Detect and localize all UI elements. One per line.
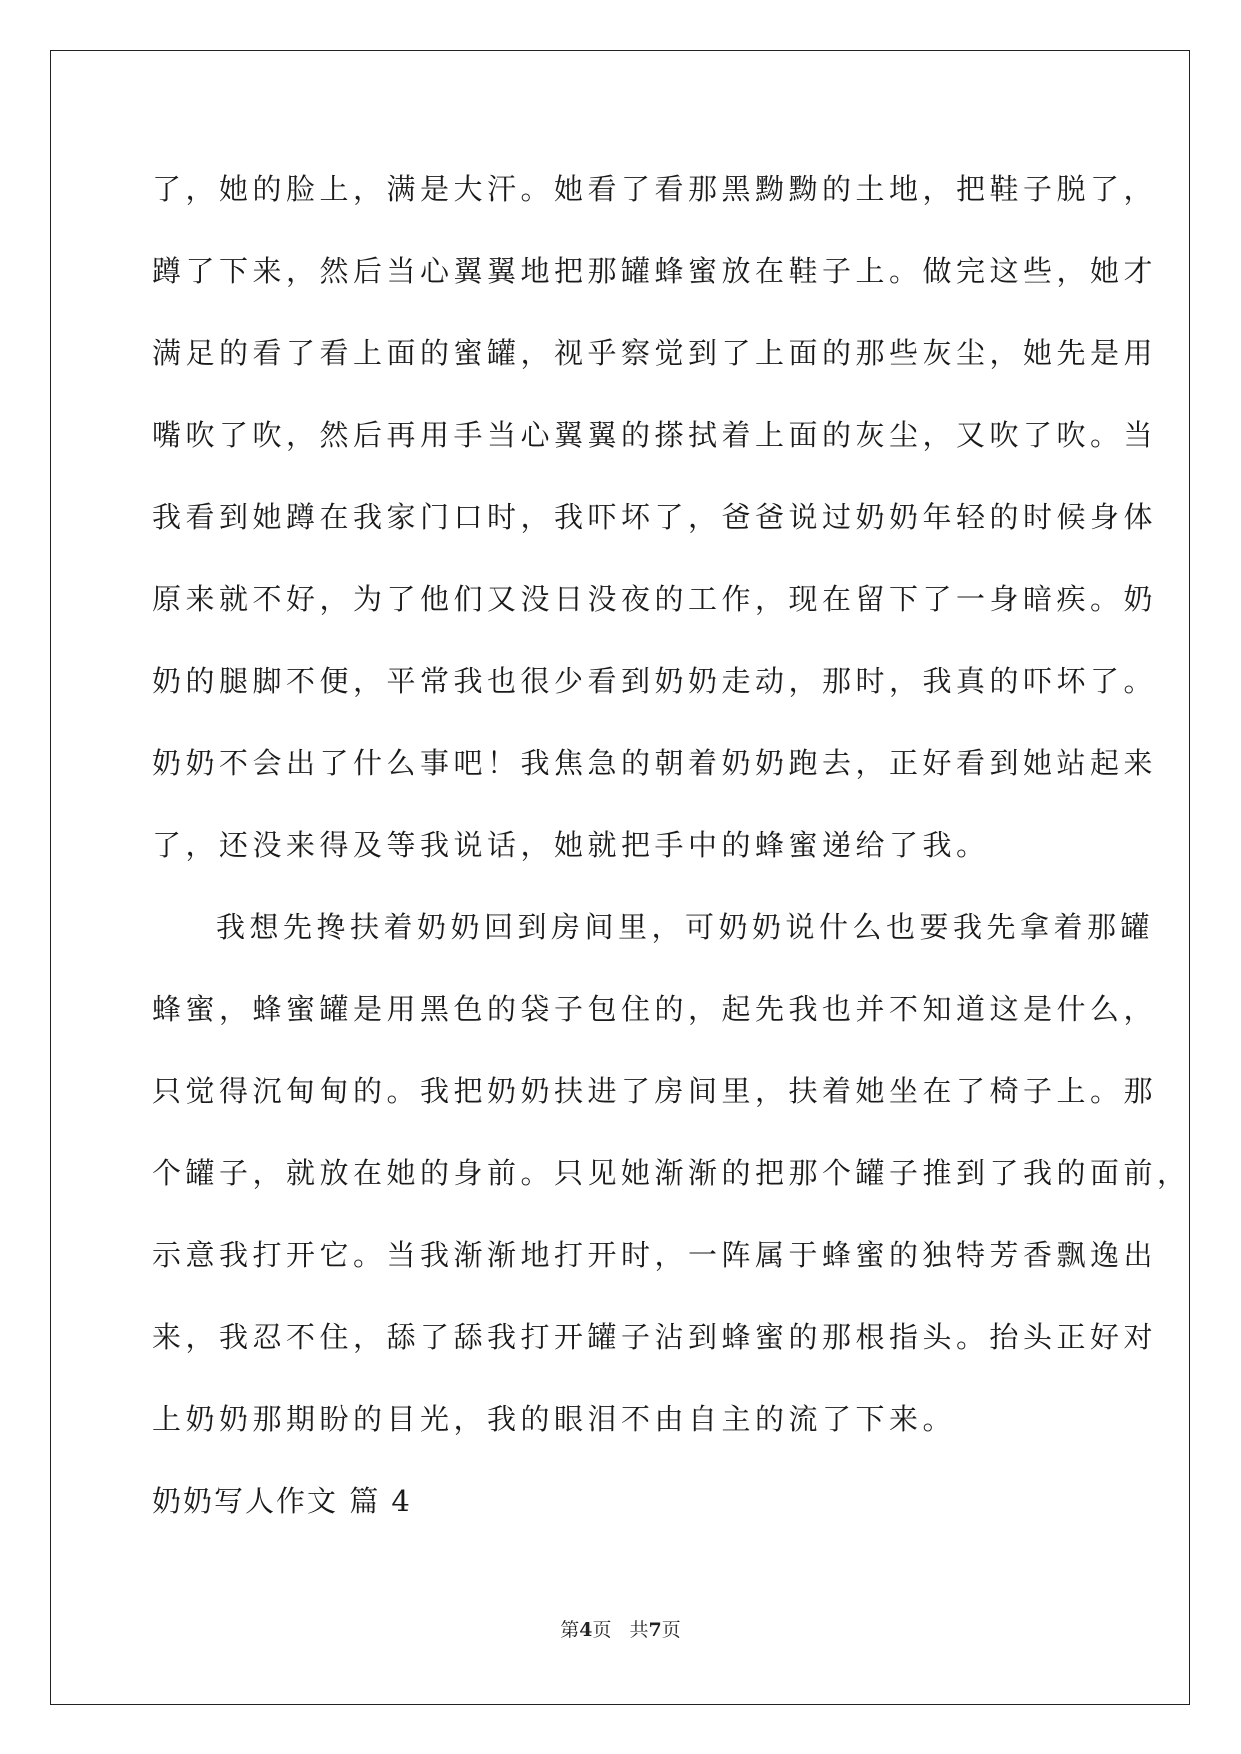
page-prefix: 第 [560,1619,580,1641]
text-line: 蹲了下来，然后当心翼翼地把那罐蜂蜜放在鞋子上。做完这些，她才 [152,254,1158,288]
text-line: 来，我忍不住，舔了舔我打开罐子沾到蜂蜜的那根指头。抬头正好对 [152,1320,1158,1354]
text-line: 原来就不好，为了他们又没日没夜的工作，现在留下了一身暗疾。奶 [152,582,1158,616]
text-line: 奶的腿脚不便，平常我也很少看到奶奶走动，那时，我真的吓坏了。 [152,664,1158,698]
text-line: 奶奶不会出了什么事吧！我焦急的朝着奶奶跑去，正好看到她站起来 [152,746,1158,780]
page-footer [0,1615,1241,1642]
page-suffix: 页 [592,1619,612,1641]
page-number: 4 [579,1619,593,1641]
total-suffix: 页 [661,1619,681,1641]
text-line: 上奶奶那期盼的目光，我的眼泪不由自主的流了下来。 [152,1402,957,1436]
text-line: 个罐子，就放在她的身前。只见她渐渐的把那个罐子推到了我的面前， [152,1156,1191,1190]
text-line: 了，她的脸上，满是大汗。她看了看那黑黝黝的土地，把鞋子脱了， [152,172,1158,206]
text-line: 我看到她蹲在我家门口时，我吓坏了，爸爸说过奶奶年轻的时候身体 [152,500,1158,534]
text-line: 只觉得沉甸甸的。我把奶奶扶进了房间里，扶着她坐在了椅子上。那 [152,1074,1158,1108]
text-line: 嘴吹了吹，然后再用手当心翼翼的搽拭着上面的灰尘，又吹了吹。当 [152,418,1158,452]
total-pages: 7 [648,1619,662,1641]
text-line: 示意我打开它。当我渐渐地打开时，一阵属于蜂蜜的独特芳香飘逸出 [152,1238,1158,1272]
text-line: 蜂蜜，蜂蜜罐是用黑色的袋子包住的，起先我也并不知道这是什么， [152,992,1158,1026]
document-body [152,148,1191,1542]
text-line: 满足的看了看上面的蜜罐，视乎察觉到了上面的那些灰尘，她先是用 [152,336,1158,370]
section-heading: 奶奶写人作文 篇 4 [152,1484,412,1518]
text-line-paragraph-start: 我想先搀扶着奶奶回到房间里，可奶奶说什么也要我先拿着那罐 [216,910,1155,944]
text-line: 了，还没来得及等我说话，她就把手中的蜂蜜递给了我。 [152,828,990,862]
total-prefix: 共 [629,1619,649,1641]
